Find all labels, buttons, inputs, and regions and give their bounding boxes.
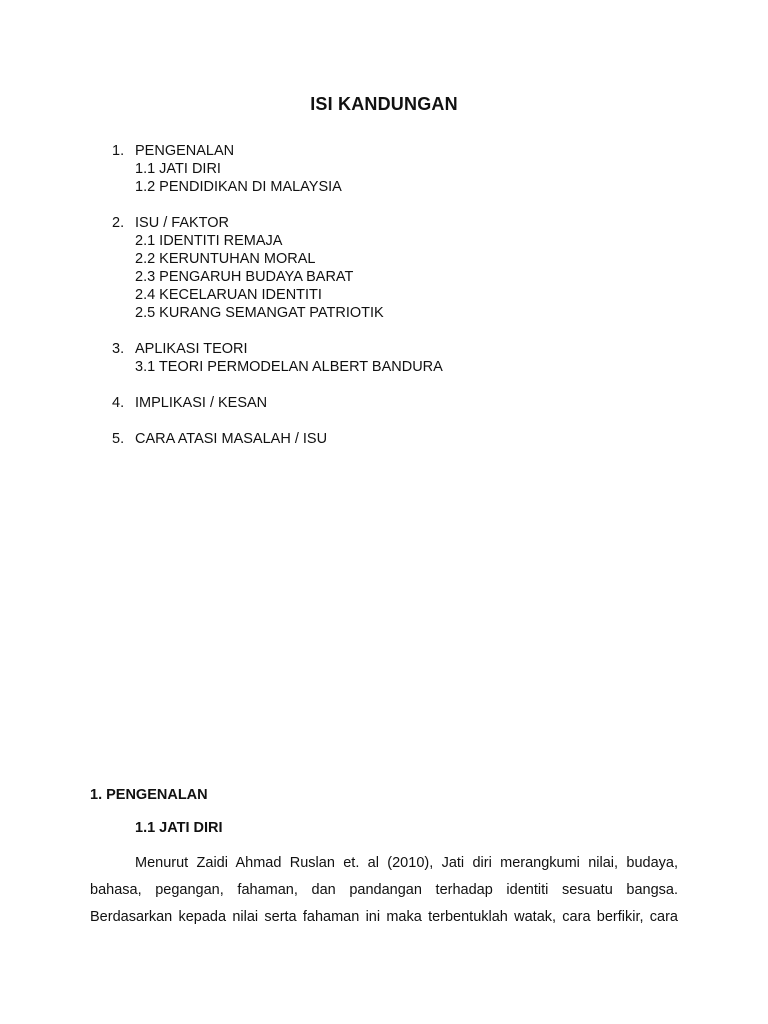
paragraph-line: Berdasarkan kepada nilai serta fahaman ini maka terbentuklah watak, cara berfikir, cara (90, 909, 678, 925)
toc-main-row (112, 214, 672, 232)
body-paragraph (90, 850, 678, 931)
toc-label: CARA ATASI MASALAH / ISU (135, 431, 328, 447)
toc-subitem: 1.2 PENDIDIKAN DI MALAYSIA (135, 179, 342, 195)
paragraph-line: Menurut Zaidi Ahmad Ruslan et. al (2010), Jati diri merangkumi nilai, budaya, (135, 855, 678, 871)
toc-subitem: 2.2 KERUNTUHAN MORAL (135, 251, 316, 267)
toc-section-3 (112, 340, 672, 376)
toc-subitem: 1.1 JATI DIRI (135, 161, 221, 177)
toc-label: ISU / FAKTOR (135, 215, 230, 231)
table-of-contents (112, 142, 672, 466)
toc-subitem: 2.4 KECELARUAN IDENTITI (135, 287, 322, 303)
toc-number: 2. (112, 215, 125, 231)
toc-section-5 (112, 430, 672, 448)
toc-section-1 (112, 142, 672, 196)
toc-main-row (112, 430, 672, 448)
toc-label: PENGENALAN (135, 143, 235, 159)
toc-number: 4. (112, 395, 125, 411)
toc-main-row (112, 340, 672, 358)
page-title: ISI KANDUNGAN (310, 94, 458, 114)
toc-label: APLIKASI TEORI (135, 341, 248, 357)
toc-subitem: 3.1 TEORI PERMODELAN ALBERT BANDURA (135, 359, 443, 375)
toc-number: 5. (112, 431, 125, 447)
toc-subitem: 2.3 PENGARUH BUDAYA BARAT (135, 269, 354, 285)
toc-main-row (112, 142, 672, 160)
paragraph-line: bahasa, pegangan, fahaman, dan pandangan terhadap identiti sesuatu bangsa. (90, 882, 678, 898)
toc-section-2 (112, 214, 672, 322)
section-heading: 1. PENGENALAN (90, 787, 208, 803)
toc-number: 1. (112, 143, 125, 159)
toc-subitem: 2.5 KURANG SEMANGAT PATRIOTIK (135, 305, 384, 321)
toc-section-4 (112, 394, 672, 412)
body-section (90, 786, 678, 931)
toc-main-row (112, 394, 672, 412)
toc-label: IMPLIKASI / KESAN (135, 395, 268, 411)
toc-subitem: 2.1 IDENTITI REMAJA (135, 233, 283, 249)
subsection-heading: 1.1 JATI DIRI (135, 820, 223, 836)
toc-number: 3. (112, 341, 125, 357)
